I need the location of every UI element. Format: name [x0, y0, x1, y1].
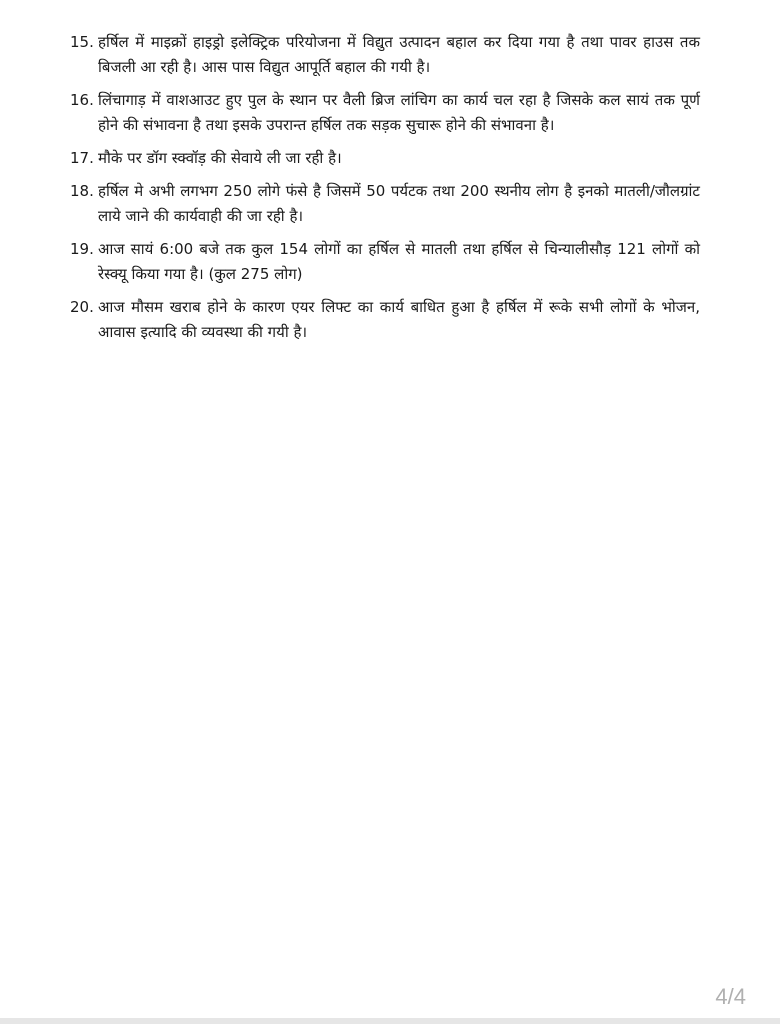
- list-item-text: मौके पर डॉग स्क्वॉड़ की सेवाये ली जा रही है।: [98, 149, 342, 167]
- list-item: [70, 30, 700, 80]
- list-item: [70, 295, 700, 345]
- bottom-divider: [0, 1018, 780, 1024]
- list-item: [70, 88, 700, 138]
- list-item-number: 16.: [70, 91, 94, 109]
- list-item-text: आज मौसम खराब होने के कारण एयर लिफ्ट का कार्य बाधित हुआ है हर्षिल में रूके सभी लोगों के भोजन, आवास इत्यादि की व्यवस्था की गयी है।: [98, 298, 700, 341]
- list-item: [70, 179, 700, 229]
- numbered-list: [70, 30, 700, 353]
- list-item-text: लिंचागाड़ में वाशआउट हुए पुल के स्थान पर वैली ब्रिज लांचिग का कार्य चल रहा है जिसके कल सायं तक पूर्ण होने की संभावना है तथा इसके उपरान्त हर्षिल तक सड़क सुचारू होने की संभावना है।: [98, 91, 700, 134]
- list-item: [70, 237, 700, 287]
- list-item-number: 15.: [70, 33, 94, 51]
- list-item-text: हर्षिल मे अभी लगभग 250 लोगे फंसे है जिसमें 50 पर्यटक तथा 200 स्थनीय लोग है इनको मातली/जौलग्रांट लाये जाने की कार्यवाही की जा रही है।: [98, 182, 700, 225]
- list-item-number: 19.: [70, 240, 94, 258]
- list-item-number: 20.: [70, 298, 94, 316]
- list-item-number: 17.: [70, 149, 94, 167]
- list-item-number: 18.: [70, 182, 94, 200]
- list-item: [70, 146, 700, 171]
- list-item-text: हर्षिल में माइक्रों हाइड्रो इलेक्ट्रिक परियोजना में विद्युत उत्पादन बहाल कर दिया गया है तथा पावर हाउस तक बिजली आ रही है। आस पास विद्युत आपूर्ति बहाल की गयी है।: [98, 33, 700, 76]
- list-item-text: आज सायं 6:00 बजे तक कुल 154 लोगों का हर्षिल से मातली तथा हर्षिल से चिन्यालीसौड़ 121 लोगों को रेस्क्यू किया गया है। (कुल 275 लोग): [98, 240, 700, 283]
- page-indicator: 4/4: [715, 984, 746, 1009]
